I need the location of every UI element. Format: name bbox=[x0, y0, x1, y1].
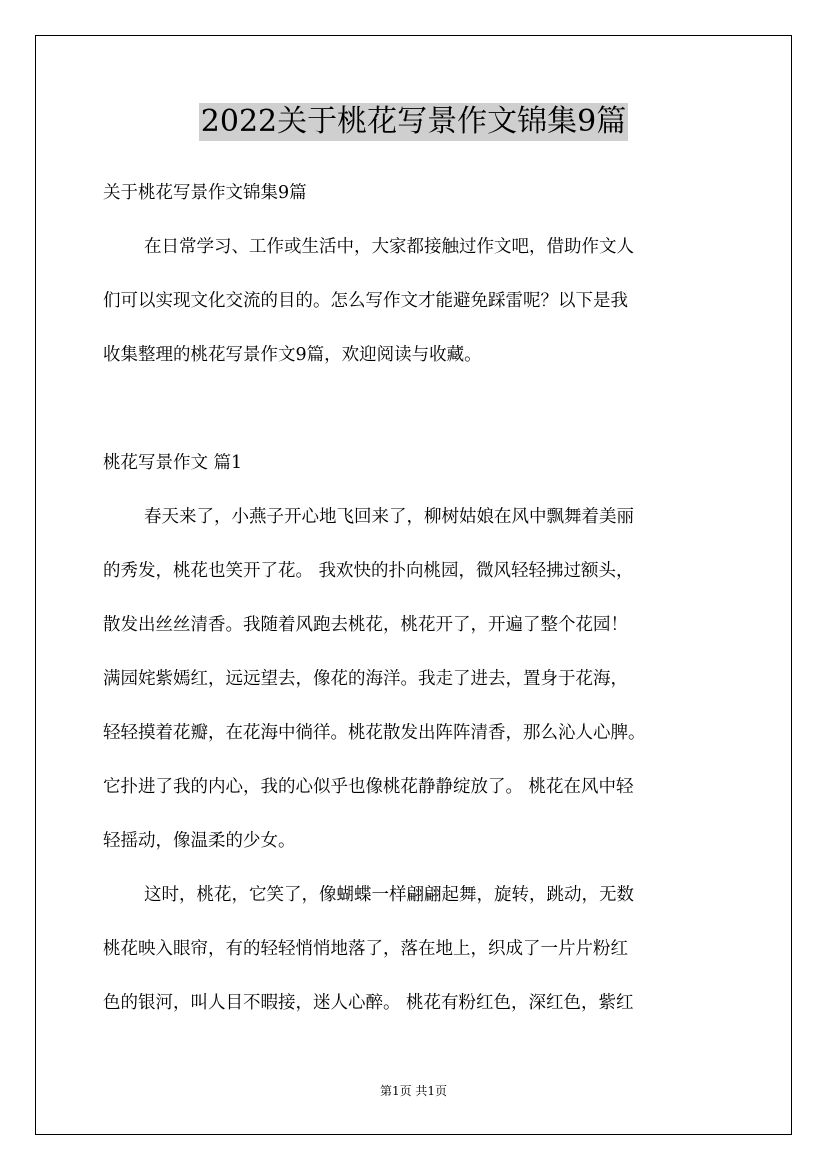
paragraph-line: 轻轻摸着花瓣，在花海中徜徉。桃花散发出阵阵清香，那么沁人心脾。 bbox=[103, 723, 646, 743]
title-container bbox=[0, 103, 827, 141]
paragraph-line: 色的银河，叫人目不暇接，迷人心醉。 桃花有粉红色，深红色，紫红 bbox=[103, 993, 634, 1013]
paragraph-line: 散发出丝丝清香。我随着风跑去桃花，桃花开了，开遍了整个花园！ bbox=[103, 615, 628, 635]
page-footer bbox=[0, 1083, 827, 1099]
intro-line: 收集整理的桃花写景作文9篇，欢迎阅读与收藏。 bbox=[103, 345, 482, 365]
section-heading: 桃花写景作文 篇1 bbox=[103, 453, 243, 473]
intro-line: 们可以实现文化交流的目的。怎么写作文才能避免踩雷呢？以下是我 bbox=[103, 291, 628, 311]
document-subtitle: 关于桃花写景作文锦集9篇 bbox=[103, 183, 307, 203]
paragraph-line: 轻摇动，像温柔的少女。 bbox=[103, 831, 296, 851]
page-number: 第1页 共1页 bbox=[379, 1084, 448, 1098]
document-title: 2022关于桃花写景作文锦集9篇 bbox=[200, 104, 627, 139]
intro-line: 在日常学习、工作或生活中，大家都接触过作文吧，借助作文人 bbox=[144, 237, 634, 257]
document-body bbox=[103, 176, 743, 1040]
paragraph-line: 这时，桃花，它笑了，像蝴蝶一样翩翩起舞，旋转，跳动，无数 bbox=[144, 885, 634, 905]
paragraph-line: 春天来了，小燕子开心地飞回来了，柳树姑娘在风中飘舞着美丽 bbox=[144, 507, 634, 527]
paragraph-line: 的秀发，桃花也笑开了花。 我欢快的扑向桃园，微风轻轻拂过额头， bbox=[103, 561, 634, 581]
paragraph-line: 满园姹紫嫣红，远远望去，像花的海洋。我走了进去，置身于花海， bbox=[103, 669, 628, 689]
paragraph-line: 它扑进了我的内心，我的心似乎也像桃花静静绽放了。 桃花在风中轻 bbox=[103, 777, 634, 797]
paragraph-line: 桃花映入眼帘，有的轻轻悄悄地落了，落在地上，织成了一片片粉红 bbox=[103, 939, 628, 959]
